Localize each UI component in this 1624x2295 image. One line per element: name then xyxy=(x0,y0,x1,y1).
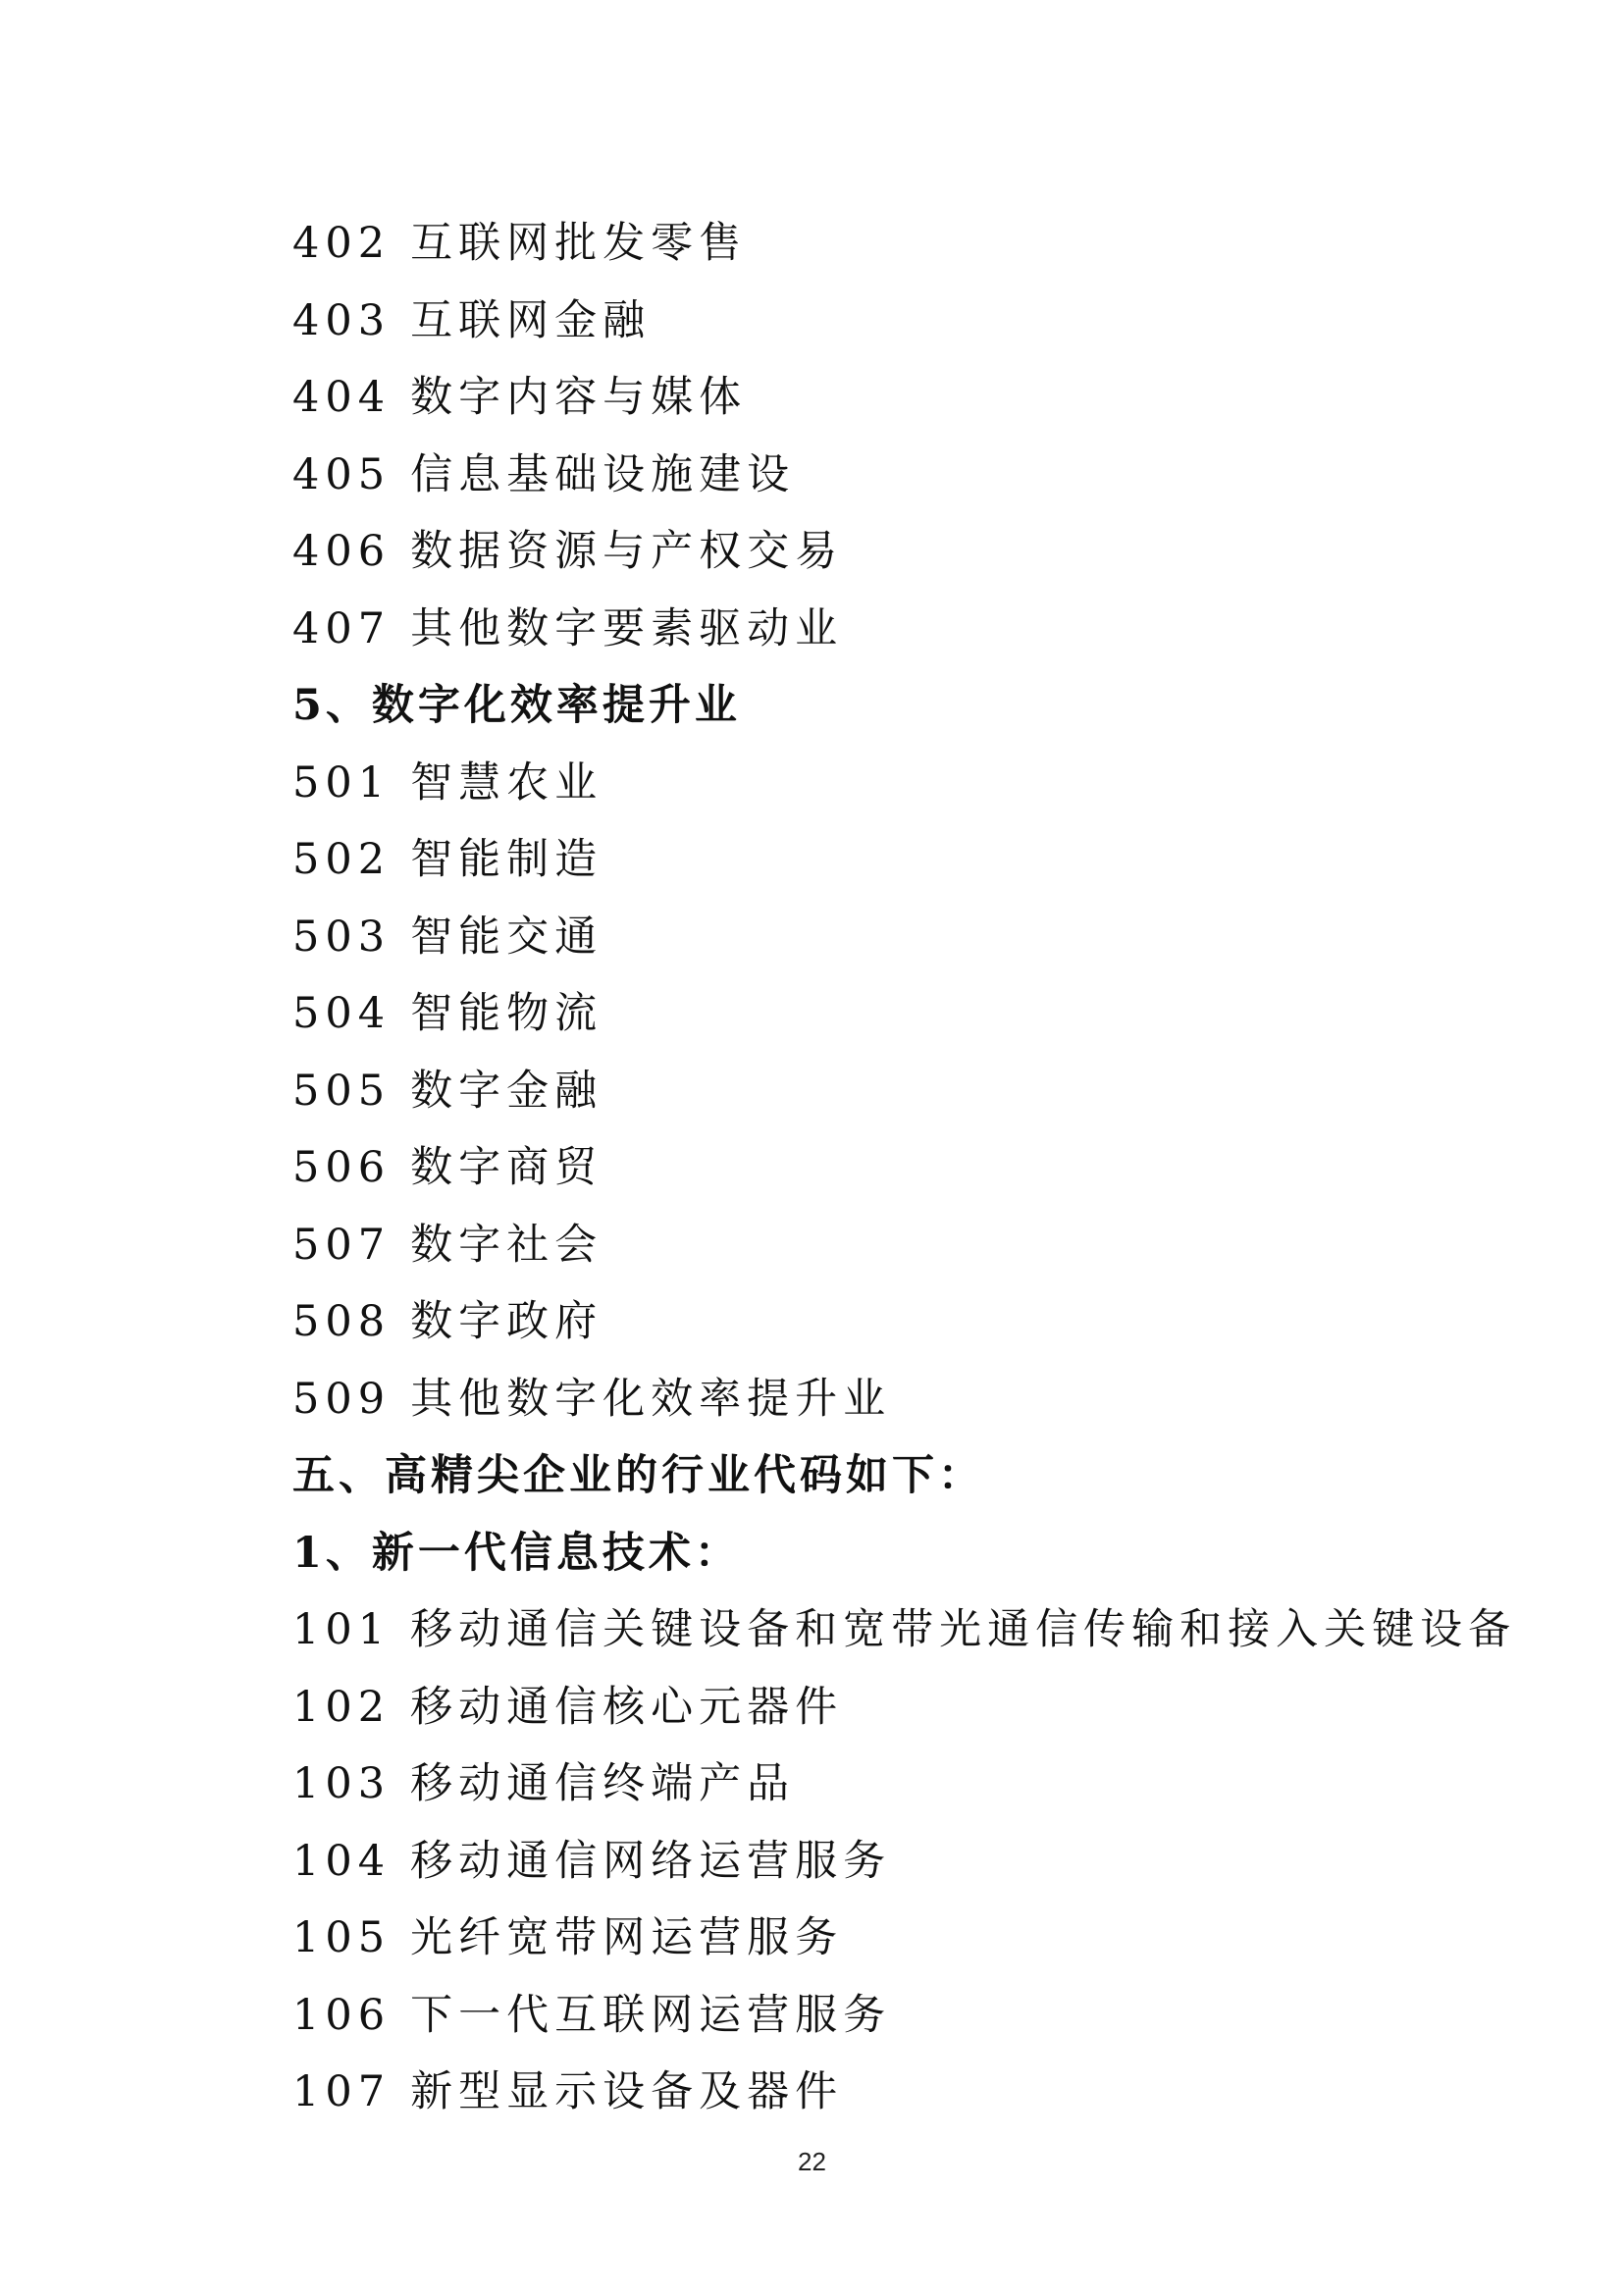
list-item xyxy=(292,2067,843,2116)
list-item xyxy=(292,1991,891,2040)
industry-code: 508 xyxy=(292,1297,392,1346)
industry-code: 106 xyxy=(292,1991,392,2040)
industry-name: 移动通信关键设备和宽带光通信传输和接入关键设备 xyxy=(410,1605,1517,1654)
list-item xyxy=(292,527,843,576)
list-item xyxy=(292,1837,891,1886)
industry-code: 107 xyxy=(292,2067,392,2116)
industry-name: 智能交通 xyxy=(410,913,603,962)
industry-name: 数据资源与产权交易 xyxy=(410,527,844,576)
industry-code: 403 xyxy=(292,296,392,345)
industry-name: 光纤宽带网运营服务 xyxy=(410,1913,844,1962)
list-item xyxy=(292,1683,843,1732)
industry-code: 506 xyxy=(292,1143,392,1192)
list-item xyxy=(292,1221,602,1270)
list-item xyxy=(292,1297,602,1346)
industry-name: 数字社会 xyxy=(410,1221,603,1270)
list-item xyxy=(292,1143,602,1192)
list-item xyxy=(292,913,602,962)
industry-code: 407 xyxy=(292,604,392,653)
industry-code: 501 xyxy=(292,758,392,808)
industry-name: 数字政府 xyxy=(410,1297,603,1346)
industry-name: 其他数字化效率提升业 xyxy=(410,1375,892,1424)
list-item xyxy=(292,1067,602,1116)
industry-name: 移动通信核心元器件 xyxy=(410,1683,844,1732)
industry-code: 404 xyxy=(292,373,392,422)
industry-name: 移动通信网络运营服务 xyxy=(410,1837,892,1886)
industry-name: 智能制造 xyxy=(410,835,603,884)
industry-code: 503 xyxy=(292,913,392,962)
industry-code: 406 xyxy=(292,527,392,576)
industry-name: 数字内容与媒体 xyxy=(410,373,748,422)
list-item xyxy=(292,989,602,1038)
industry-name: 数字金融 xyxy=(410,1067,603,1116)
section-heading: 5、数字化效率提升业 xyxy=(292,681,741,730)
industry-name: 智能物流 xyxy=(410,989,603,1038)
list-item xyxy=(292,1913,843,1962)
list-item xyxy=(292,219,747,268)
list-item xyxy=(292,373,747,422)
industry-code: 502 xyxy=(292,835,392,884)
industry-code: 507 xyxy=(292,1221,392,1270)
industry-name: 移动通信终端产品 xyxy=(410,1759,796,1808)
industry-name: 互联网金融 xyxy=(410,296,652,345)
section-heading: 1、新一代信息技术： xyxy=(292,1529,741,1578)
industry-code: 102 xyxy=(292,1683,392,1732)
industry-name: 数字商贸 xyxy=(410,1143,603,1192)
industry-code: 509 xyxy=(292,1375,392,1424)
industry-code: 402 xyxy=(292,219,392,268)
page-number: 22 xyxy=(798,2147,826,2176)
industry-code: 101 xyxy=(292,1605,392,1654)
list-item xyxy=(292,1605,1516,1654)
list-item xyxy=(292,1375,891,1424)
industry-code: 505 xyxy=(292,1067,392,1116)
industry-name: 信息基础设施建设 xyxy=(410,450,796,499)
list-item xyxy=(292,604,843,653)
list-item xyxy=(292,450,795,499)
industry-name: 下一代互联网运营服务 xyxy=(410,1991,892,2040)
industry-code: 504 xyxy=(292,989,392,1038)
industry-name: 互联网批发零售 xyxy=(410,219,748,268)
list-item xyxy=(292,296,651,345)
industry-code: 104 xyxy=(292,1837,392,1886)
industry-code: 103 xyxy=(292,1759,392,1808)
industry-code: 405 xyxy=(292,450,392,499)
industry-name: 智慧农业 xyxy=(410,758,603,808)
industry-name: 其他数字要素驱动业 xyxy=(410,604,844,653)
industry-name: 新型显示设备及器件 xyxy=(410,2067,844,2116)
list-item xyxy=(292,758,602,808)
chapter-heading: 五、高精尖企业的行业代码如下： xyxy=(292,1451,984,1500)
industry-code: 105 xyxy=(292,1913,392,1962)
list-item xyxy=(292,835,602,884)
list-item xyxy=(292,1759,795,1808)
